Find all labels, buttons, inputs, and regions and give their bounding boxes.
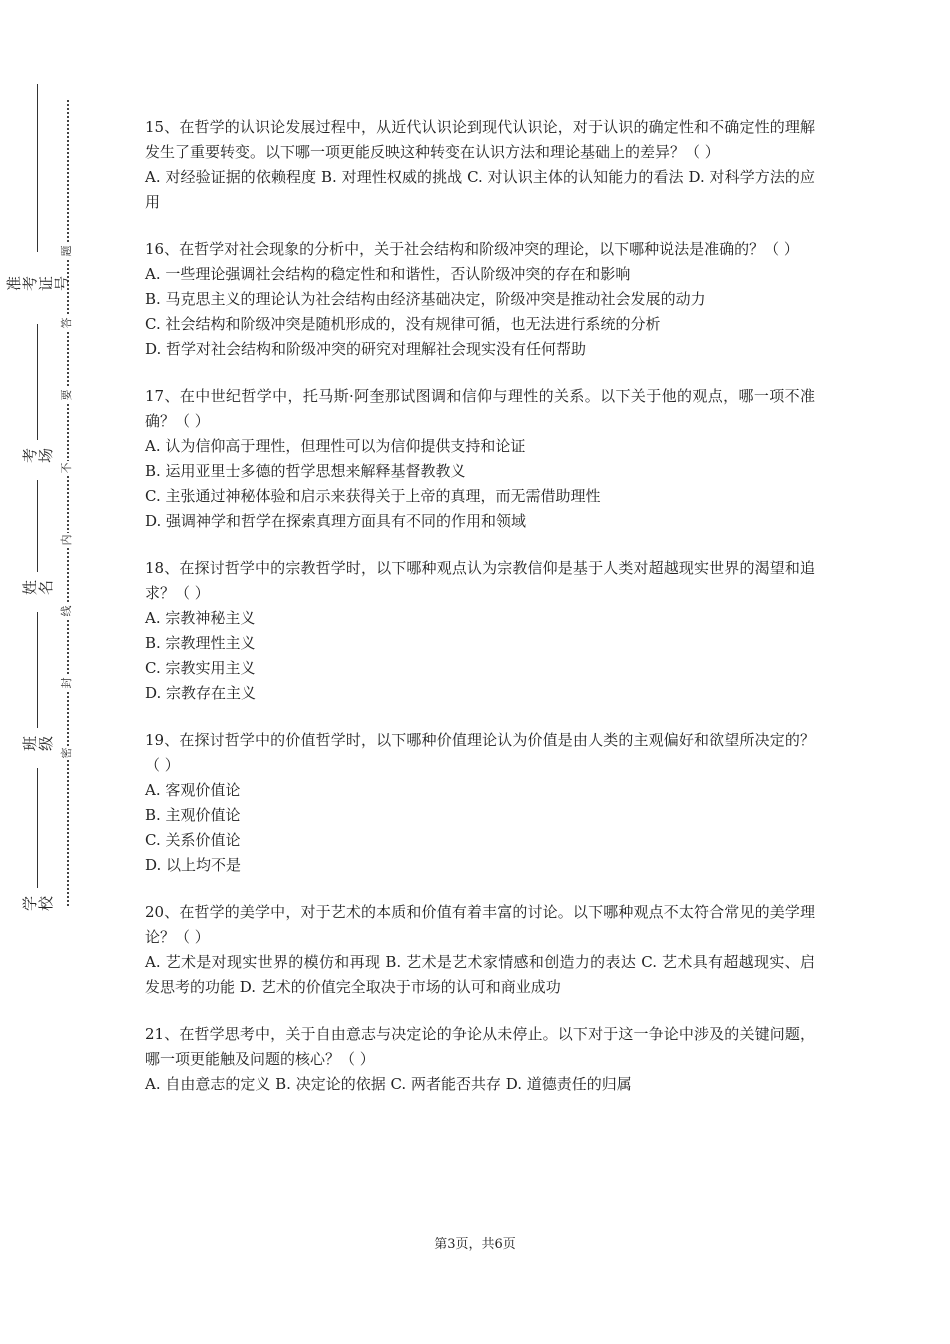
question-15 [145, 115, 815, 215]
mark-mi: 密 [60, 747, 73, 759]
question-options [145, 434, 815, 534]
label-school: 学校 [31, 888, 45, 928]
question-list [145, 115, 815, 1119]
question-stem: 16、在哲学对社会现象的分析中，关于社会结构和阶级冲突的理论，以下哪种说法是准确的？（ ） [145, 240, 799, 258]
option-b: B. 主观价值论 [145, 806, 241, 824]
binding-margin [0, 0, 110, 1344]
option-a: A. 认为信仰高于理性，但理性可以为信仰提供支持和论证 [145, 437, 526, 455]
label-class: 班级 [31, 728, 45, 768]
option-b: B. 运用亚里士多德的哲学思想来解释基督教教义 [145, 462, 466, 480]
page-number: 第3页，共6页 [434, 1237, 516, 1252]
label-exam-number: 准考证号 [31, 252, 45, 324]
question-stem: 20、在哲学的美学中，对于艺术的本质和价值有着丰富的讨论。以下哪种观点不太符合常见的美学理论？（ ） [145, 903, 815, 946]
option-d: D. 强调神学和哲学在探索真理方面具有不同的作用和领域 [145, 512, 527, 530]
question-stem: 19、在探讨哲学中的价值哲学时，以下哪种价值理论认为价值是由人类的主观偏好和欲望所决定的？（ ） [145, 731, 815, 774]
option-d: D. 宗教存在主义 [145, 684, 257, 702]
mark-da: 答 [60, 317, 73, 329]
mark-feng: 封 [60, 677, 73, 689]
question-options: A. 艺术是对现实世界的模仿和再现 B. 艺术是艺术家情感和创造力的表达 C. 艺术具有超越现实、启发思考的功能 D. 艺术的价值完全取决于市场的认可和商业成功 [145, 953, 815, 996]
binding-solid-line [37, 84, 38, 924]
question-18 [145, 556, 815, 706]
question-20 [145, 900, 815, 1000]
mark-yao: 要 [60, 389, 73, 401]
question-stem: 18、在探讨哲学中的宗教哲学时，以下哪种观点认为宗教信仰是基于人类对超越现实世界的渴望和追求？（ ） [145, 559, 815, 602]
question-stem: 17、在中世纪哲学中，托马斯·阿奎那试图调和信仰与理性的关系。以下关于他的观点，哪一项不准确？（ ） [145, 387, 815, 430]
mark-xian: 线 [60, 605, 73, 617]
mark-nei: 内 [60, 534, 73, 546]
option-d: D. 哲学对社会结构和阶级冲突的研究对理解社会现实没有任何帮助 [145, 340, 587, 358]
binding-dotted-line [67, 100, 69, 906]
question-stem: 21、在哲学思考中，关于自由意志与决定论的争论从未停止。以下对于这一争论中涉及的关键问题，哪一项更能触及问题的核心？（ ） [145, 1025, 815, 1068]
option-a: A. 一些理论强调社会结构的稳定性和和谐性，否认阶级冲突的存在和影响 [145, 265, 631, 283]
question-options [145, 778, 815, 878]
question-17 [145, 384, 815, 534]
label-exam-room: 考场 [31, 440, 45, 480]
question-19 [145, 728, 815, 878]
option-c: C. 社会结构和阶级冲突是随机形成的，没有规律可循，也无法进行系统的分析 [145, 315, 661, 333]
question-options: A. 自由意志的定义 B. 决定论的依据 C. 两者能否共存 D. 道德责任的归属 [145, 1075, 632, 1093]
option-c: C. 主张通过神秘体验和启示来获得关于上帝的真理，而无需借助理性 [145, 487, 601, 505]
option-c: C. 宗教实用主义 [145, 659, 256, 677]
option-a: A. 宗教神秘主义 [145, 609, 256, 627]
option-b: B. 宗教理性主义 [145, 634, 256, 652]
question-stem: 15、在哲学的认识论发展过程中，从近代认识论到现代认识论，对于认识的确定性和不确定性的理解发生了重要转变。以下哪一项更能反映这种转变在认识方法和理论基础上的差异？（ ） [145, 118, 815, 161]
question-21 [145, 1022, 815, 1097]
question-options [145, 262, 815, 362]
question-options [145, 606, 815, 706]
label-name: 姓名 [31, 572, 45, 612]
option-b: B. 马克思主义的理论认为社会结构由经济基础决定，阶级冲突是推动社会发展的动力 [145, 290, 706, 308]
mark-bu: 不 [60, 462, 73, 474]
question-16 [145, 237, 815, 362]
option-d: D. 以上均不是 [145, 856, 242, 874]
mark-ti: 题 [60, 245, 73, 257]
option-a: A. 客观价值论 [145, 781, 241, 799]
question-options: A. 对经验证据的依赖程度 B. 对理性权威的挑战 C. 对认识主体的认知能力的看法 D. 对科学方法的应用 [145, 168, 815, 211]
option-c: C. 关系价值论 [145, 831, 241, 849]
